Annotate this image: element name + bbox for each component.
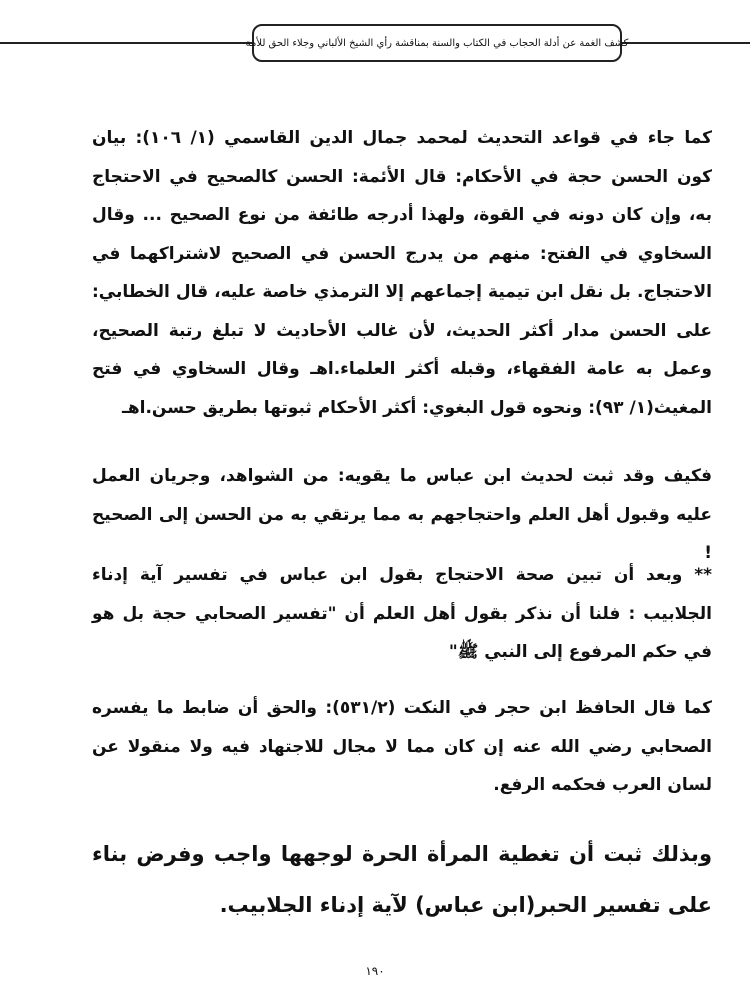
paragraph-5-block — [92, 829, 712, 931]
running-header — [245, 24, 629, 62]
paragraph-2: فكيف وقد ثبت لحديث ابن عباس ما يقويه: من الشواهد، وجريان العمل عليه وقبول أهل العلم واحتجاجهم به مما يرتقي به من الحسن إلى الصحيح ! — [92, 466, 712, 563]
header-rule-left — [0, 42, 252, 44]
paragraph-1: كما جاء في قواعد التحديث لمحمد جمال الدين القاسمي (١/ ١٠٦): بيان كون الحسن حجة في الأحكام: قال الأئمة: الحسن كالصحيح في الاحتجاج به، وإن كان دونه في القوة، ولهذا أدرجه طائفة من نوع الصحيح ... وقال السخاوي في الفتح: منهم من يدرج الحسن في الصحيح لاشتراكهما في الاحتجاج. بل نقل ابن تيمية إجماعهم إلا الترمذي خاصة عليه، قال الخطابي: على الحسن مدار أكثر الحديث، لأن غالب الأحاديث لا تبلغ رتبة الصحيح، وعمل به عامة الفقهاء، وقبله أكثر العلماء.اهـ وقال السخاوي في فتح المغيث(١/ ٩٣): ونحوه قول البغوي: أكثر الأحكام ثبوتها بطريق حسن.اهـ — [92, 128, 712, 418]
header-rule-right — [622, 42, 750, 44]
page-number: ١٩٠ — [365, 964, 385, 978]
paragraph-3-block — [92, 556, 712, 672]
running-header-title: كشف الغمة عن أدلة الحجاب في الكتاب والسنة بمناقشة رأي الشيخ الألباني وجلاء الحق للأمة — [245, 37, 629, 49]
paragraph-3: ** وبعد أن تبين صحة الاحتجاج بقول ابن عباس في تفسير آية إدناء الجلابيب : فلنا أن نذكر بقول أهل العلم أن "تفسير الصحابي حجة بل هو في حكم المرفوع إلى النبي ﷺ" — [92, 565, 712, 662]
paragraph-1-block — [92, 119, 712, 427]
paragraph-4: كما قال الحافظ ابن حجر في النكت (٥٣١/٢): والحق أن ضابط ما يفسره الصحابي رضي الله عنه إن كان مما لا مجال للاجتهاد فيه ولا منقولا عن لسان العرب فحكمه الرفع. — [92, 698, 712, 795]
paragraph-4-block — [92, 689, 712, 805]
paragraph-5: وبذلك ثبت أن تغطية المرأة الحرة لوجهها واجب وفرض بناء على تفسير الحبر(ابن عباس) لآية إدناء الجلابيب. — [92, 842, 712, 917]
